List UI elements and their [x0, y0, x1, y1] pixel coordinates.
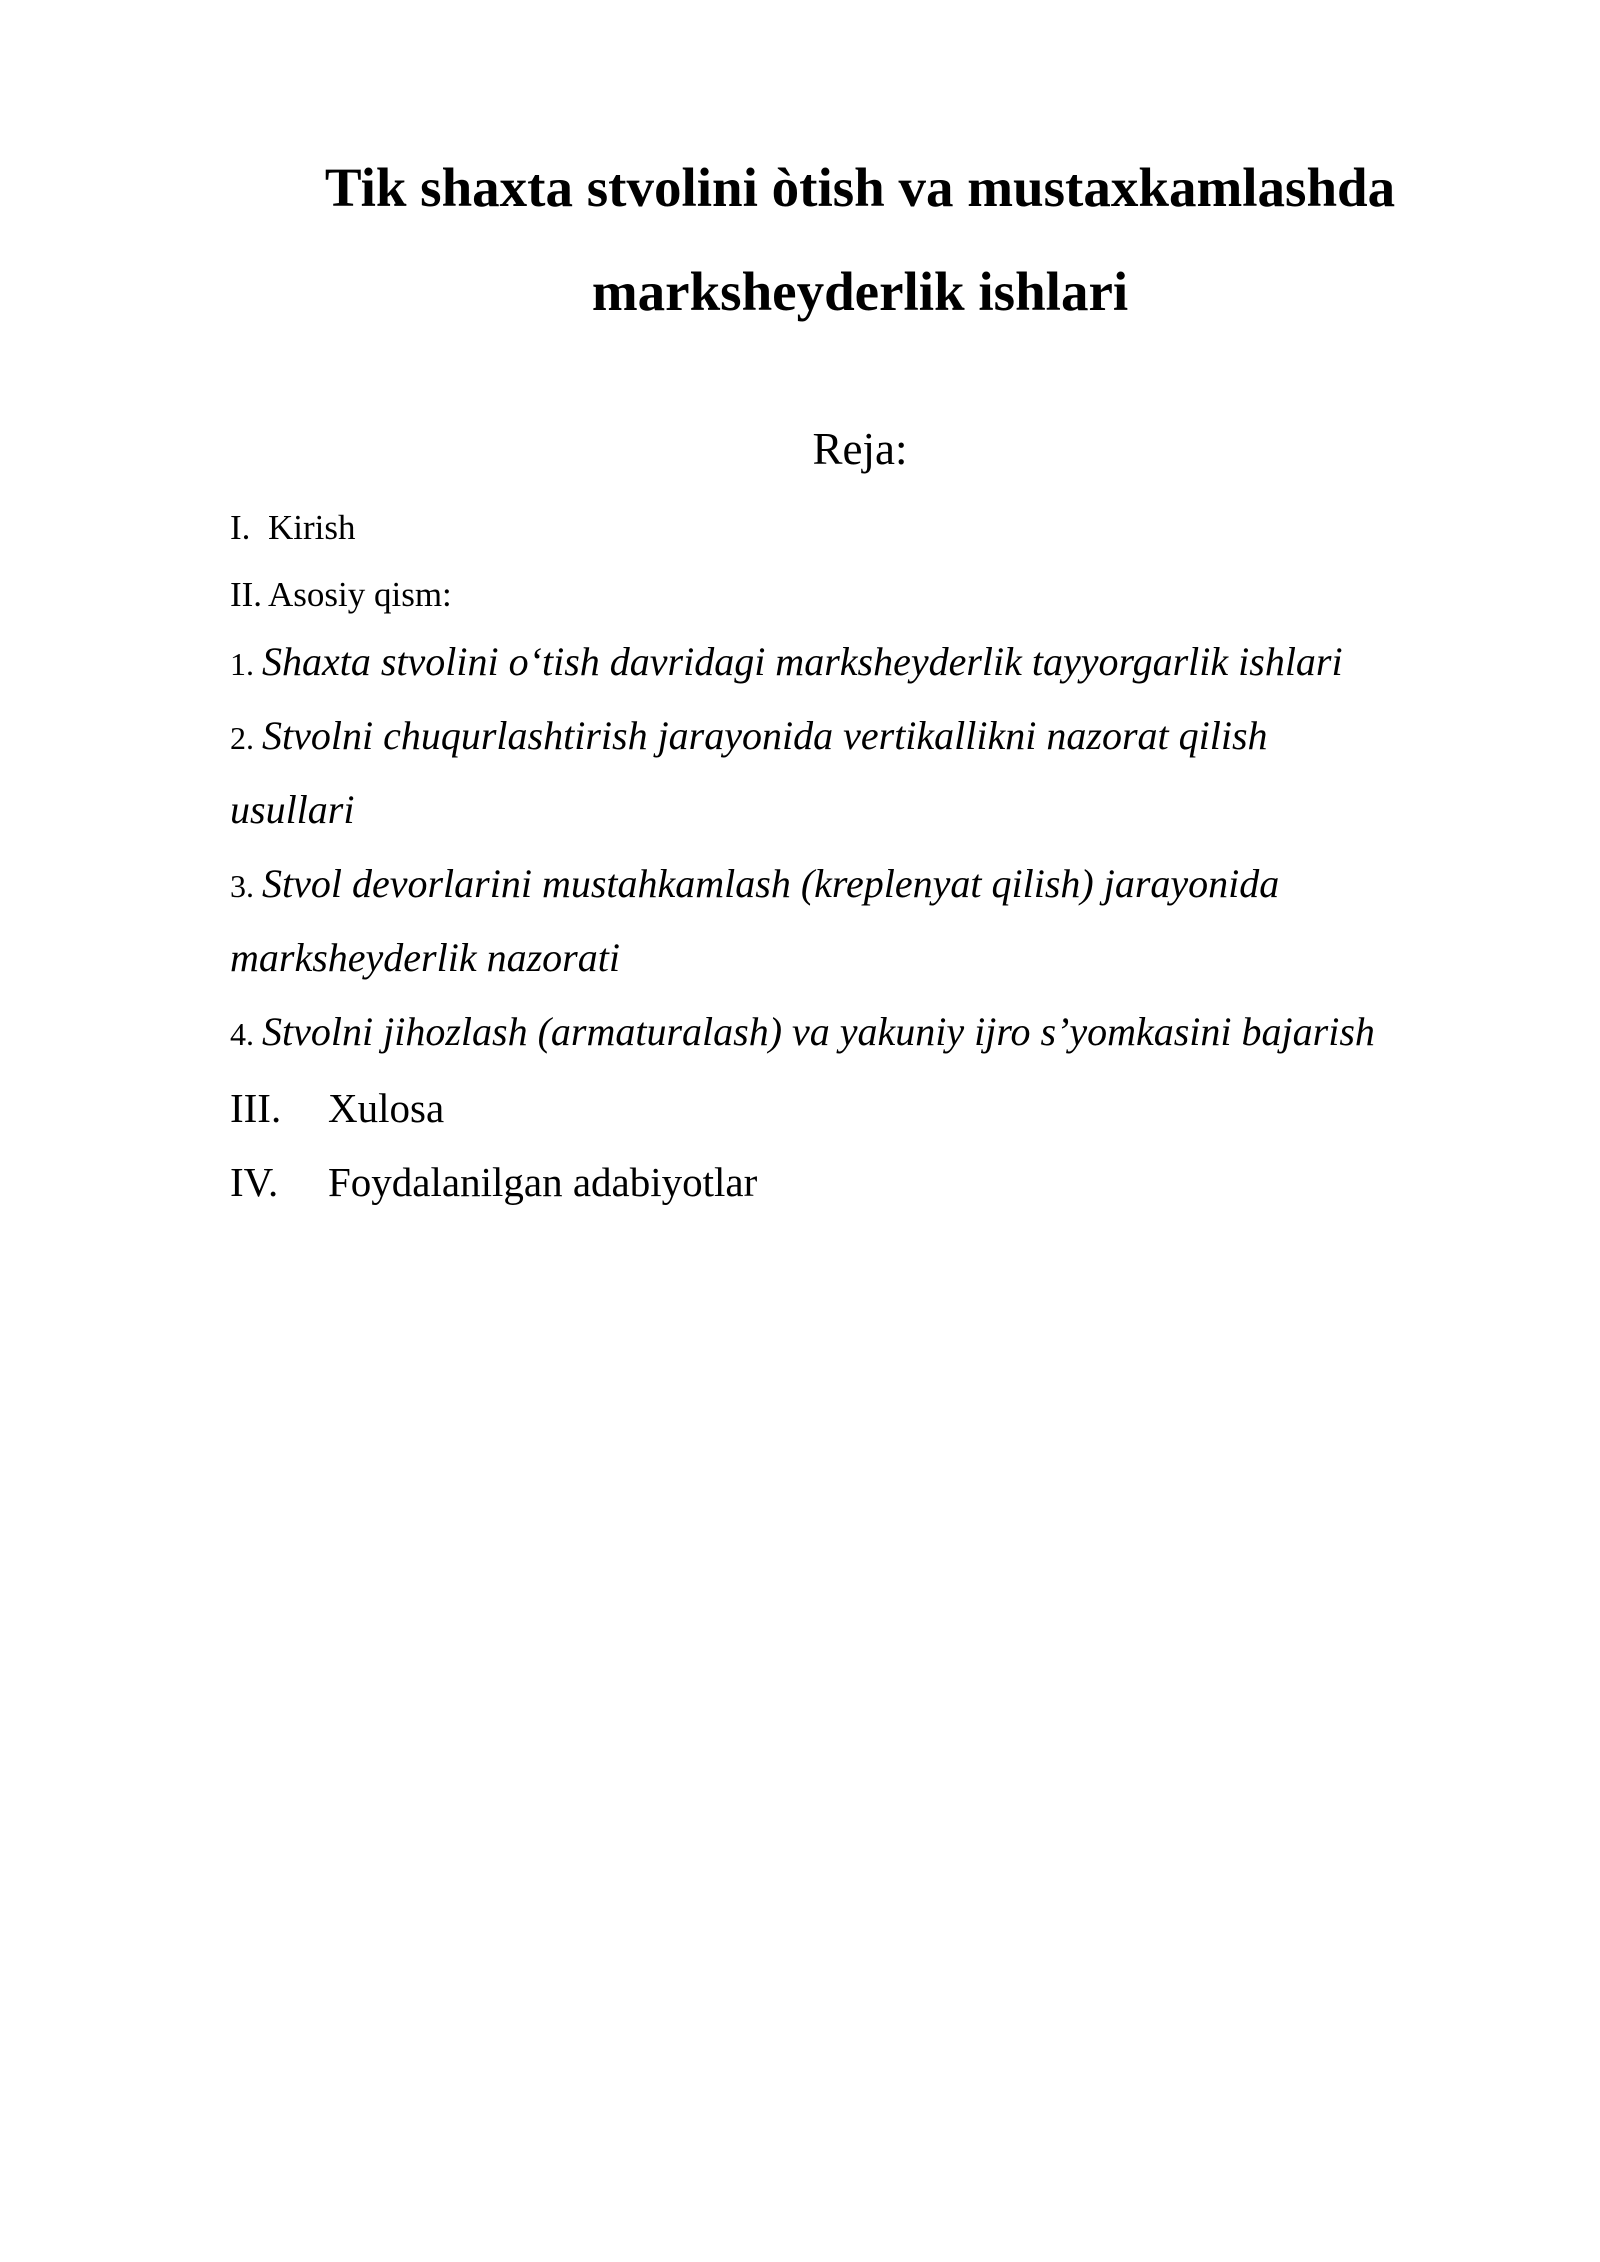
outline-subitem-2-continuation — [230, 787, 355, 832]
outline-item-main-part — [230, 577, 452, 612]
outline-text: Xulosa — [328, 1085, 445, 1131]
outline-number: II. — [230, 575, 263, 614]
outline-subitem-2 — [230, 713, 1268, 758]
outline-item-conclusion — [230, 1085, 445, 1131]
outline-text: marksheyderlik nazorati — [230, 935, 620, 980]
outline-number: I. — [230, 508, 251, 547]
outline-item-introduction — [230, 510, 356, 545]
outline-subitem-3-continuation — [230, 935, 620, 980]
outline-subitem-1 — [230, 639, 1343, 684]
outline-text: Stvolni jihozlash (armaturalash) va yakuniy ijro s’yomkasini bajarish — [262, 1009, 1375, 1054]
outline-number: 2. — [230, 720, 254, 756]
plan-heading: Reja: — [812, 424, 908, 474]
outline-text: Foydalanilgan adabiyotlar — [328, 1159, 758, 1205]
document-title-line-1: Tik shaxta stvolini òtish va mustaxkamlashda — [324, 157, 1396, 218]
outline-subitem-3 — [230, 861, 1280, 906]
outline-text: Stvol devorlarini mustahkamlash (kreplenyat qilish) jarayonida — [262, 861, 1280, 906]
outline-number: III. — [230, 1085, 282, 1131]
outline-text: Kirish — [268, 508, 356, 547]
outline-number: 3. — [230, 868, 254, 904]
outline-number: IV. — [230, 1159, 279, 1205]
outline-item-references — [230, 1159, 758, 1205]
outline-text: Asosiy qism: — [268, 575, 452, 614]
outline-subitem-4 — [230, 1009, 1375, 1054]
outline-text: usullari — [230, 787, 355, 832]
document-title-line-2: marksheyderlik ishlari — [591, 261, 1129, 322]
outline-number: 1. — [230, 646, 254, 682]
outline-number: 4. — [230, 1016, 254, 1052]
outline-text: Shaxta stvolini o‘tish davridagi marksheyderlik tayyorgarlik ishlari — [262, 639, 1343, 684]
outline-text: Stvolni chuqurlashtirish jarayonida vertikallikni nazorat qilish — [262, 713, 1268, 758]
